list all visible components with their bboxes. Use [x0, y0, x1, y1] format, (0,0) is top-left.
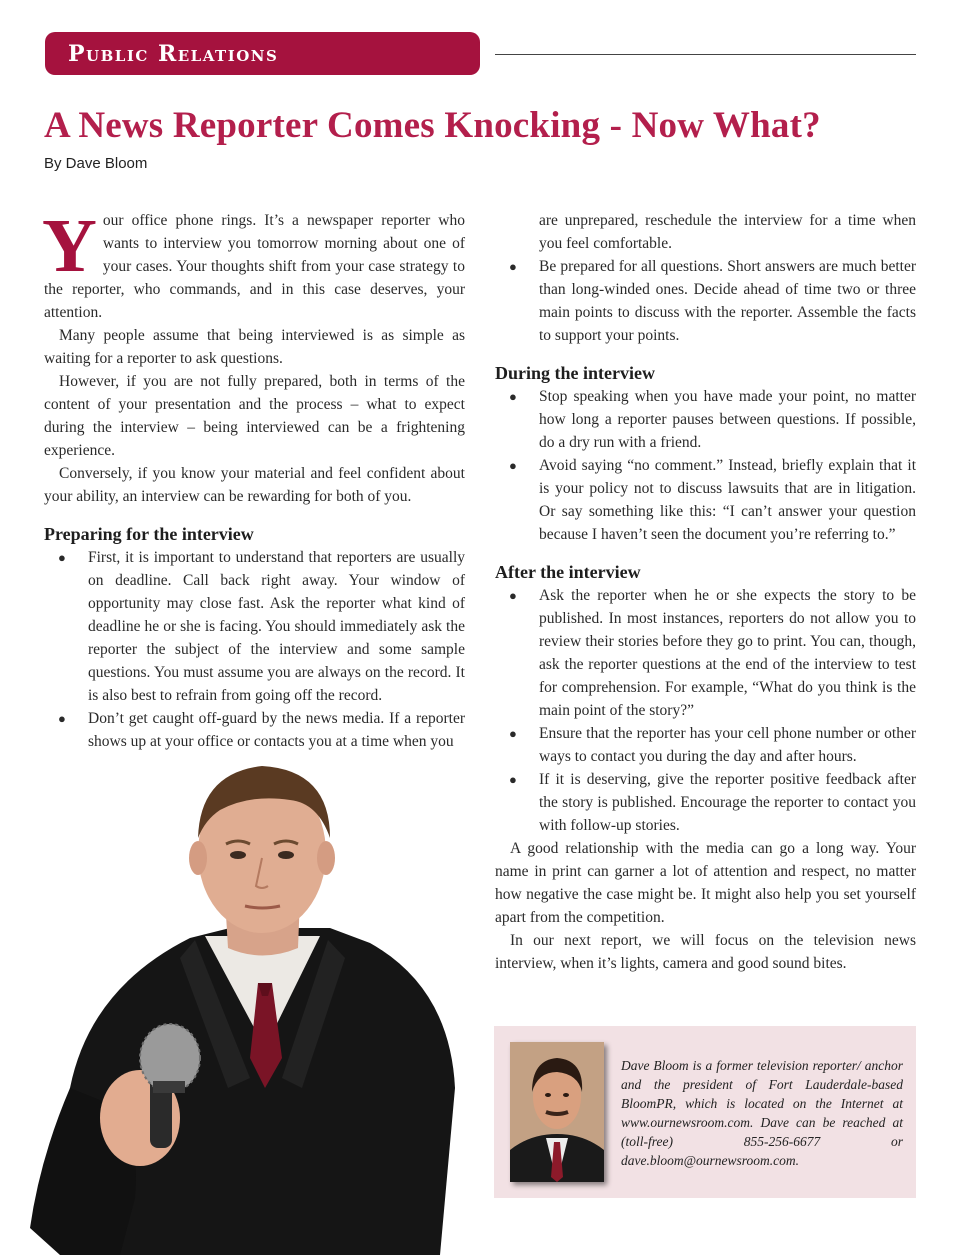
- during-heading: During the interview: [495, 363, 655, 383]
- list-item-text: Stop speaking when you have made your point, no matter how long a reporter pauses between questions. If possible, do a dry run with a friend.: [539, 388, 916, 451]
- after-heading: After the interview: [495, 562, 641, 582]
- closing-paragraph-2: In our next report, we will focus on the television news interview, when it’s lights, camera and good sound bites.: [495, 932, 916, 972]
- byline: By Dave Bloom: [44, 155, 148, 172]
- author-photo: [510, 1042, 604, 1182]
- list-item: [495, 209, 916, 255]
- list-item: [495, 768, 916, 837]
- intro-paragraph-4: Conversely, if you know your material and feel confident about your ability, an interview can be rewarding for both of you.: [44, 465, 465, 505]
- author-bio-text: Dave Bloom is a former television reporter/ anchor and the president of Fort Lauderdale-based BloomPR, which is located on the Internet at www.ournewsroom.com. Dave can be reached at (toll-free) 855-256-6677 or dave.bloom@ournewsroom.com.: [621, 1058, 903, 1168]
- bullet-icon: ●: [509, 389, 517, 404]
- author-bio-box: [494, 1026, 916, 1198]
- list-item: [44, 707, 465, 753]
- bullet-icon: ●: [509, 458, 517, 473]
- list-item-text: Avoid saying “no comment.” Instead, briefly explain that it is your policy not to discuss lawsuits that are in litigation. Or say something like this: “I can’t answer your question because I haven’t seen the document you’re referring to.”: [539, 457, 916, 543]
- preparing-list: [44, 546, 465, 753]
- left-column: [42, 204, 465, 753]
- reporter-photo: [0, 758, 480, 1255]
- list-item-text: Ensure that the reporter has your cell phone number or other ways to contact you during the day and after hours.: [539, 725, 916, 765]
- list-item: [495, 722, 916, 768]
- list-item-text: First, it is important to understand that reporters are usually on deadline. Call back right away. Your window of opportunity may close fast. Ask the reporter what kind of deadline he or she is facing. You should immediately ask the reporter the subject of the interview and some sample questions. You must assume you are always on the record. It is also best to refrain from going off the record.: [88, 549, 465, 704]
- during-list: [495, 385, 916, 546]
- bullet-icon: ●: [58, 711, 66, 726]
- section-label: [45, 32, 480, 75]
- list-item-text: Don’t get caught off-guard by the news media. If a reporter shows up at your office or contacts you at a time when you: [88, 710, 465, 750]
- bullet-icon: ●: [509, 726, 517, 741]
- list-item: [495, 454, 916, 546]
- preparing-heading: Preparing for the interview: [44, 524, 254, 544]
- intro-paragraph-1: [42, 204, 465, 324]
- preparing-list-continued: [495, 209, 916, 347]
- list-item: [495, 584, 916, 722]
- article-title: A News Reporter Comes Knocking - Now What?: [44, 105, 821, 146]
- header-rule: [495, 54, 916, 55]
- list-item: [44, 546, 465, 707]
- list-item: [495, 255, 916, 347]
- list-item-text: If it is deserving, give the reporter positive feedback after the story is published. Encourage the reporter to contact you with follow-up stories.: [539, 771, 916, 834]
- bullet-icon: ●: [509, 259, 517, 274]
- right-column: [495, 209, 916, 975]
- list-item-text: Ask the reporter when he or she expects the story to be published. In most instances, reporters do not allow you to review their stories before they go to print. You can, though, ask the reporter questions at the end of the interview to test for comprehension. For example, “What do you think is the main point of the story?”: [539, 587, 916, 719]
- intro-paragraph-1-text: our office phone rings. It’s a newspaper reporter who wants to interview you tomorrow morning about one of your cases. Your thoughts shift from your case strategy to the reporter, who commands, and in this case deserves, your attention.: [44, 212, 465, 321]
- list-item-text: are unprepared, reschedule the interview for a time when you feel comfortable.: [539, 212, 916, 252]
- bullet-icon: ●: [509, 588, 517, 603]
- bullet-icon: ●: [58, 550, 66, 565]
- intro-paragraph-3: However, if you are not fully prepared, both in terms of the content of your presentation and the process – what to expect during the interview – being interviewed can be a frightening experience.: [44, 373, 465, 459]
- list-item-text: Be prepared for all questions. Short answers are much better than long-winded ones. Decide ahead of time two or three main points to discuss with the reporter. Assemble the facts to support your points.: [539, 258, 916, 344]
- bullet-icon: ●: [509, 772, 517, 787]
- closing-paragraph-1: A good relationship with the media can go a long way. Your name in print can garner a lot of attention and respect, no matter how negative the case might be. It might also help you set yourself apart from the competition.: [495, 840, 916, 926]
- list-item: [495, 385, 916, 454]
- after-list: [495, 584, 916, 837]
- intro-paragraph-2: Many people assume that being interviewed is as simple as waiting for a reporter to ask questions.: [44, 327, 465, 367]
- author-portrait: [510, 1042, 604, 1182]
- section-label-text: Public Relations: [68, 41, 279, 67]
- drop-cap: Y: [42, 204, 97, 288]
